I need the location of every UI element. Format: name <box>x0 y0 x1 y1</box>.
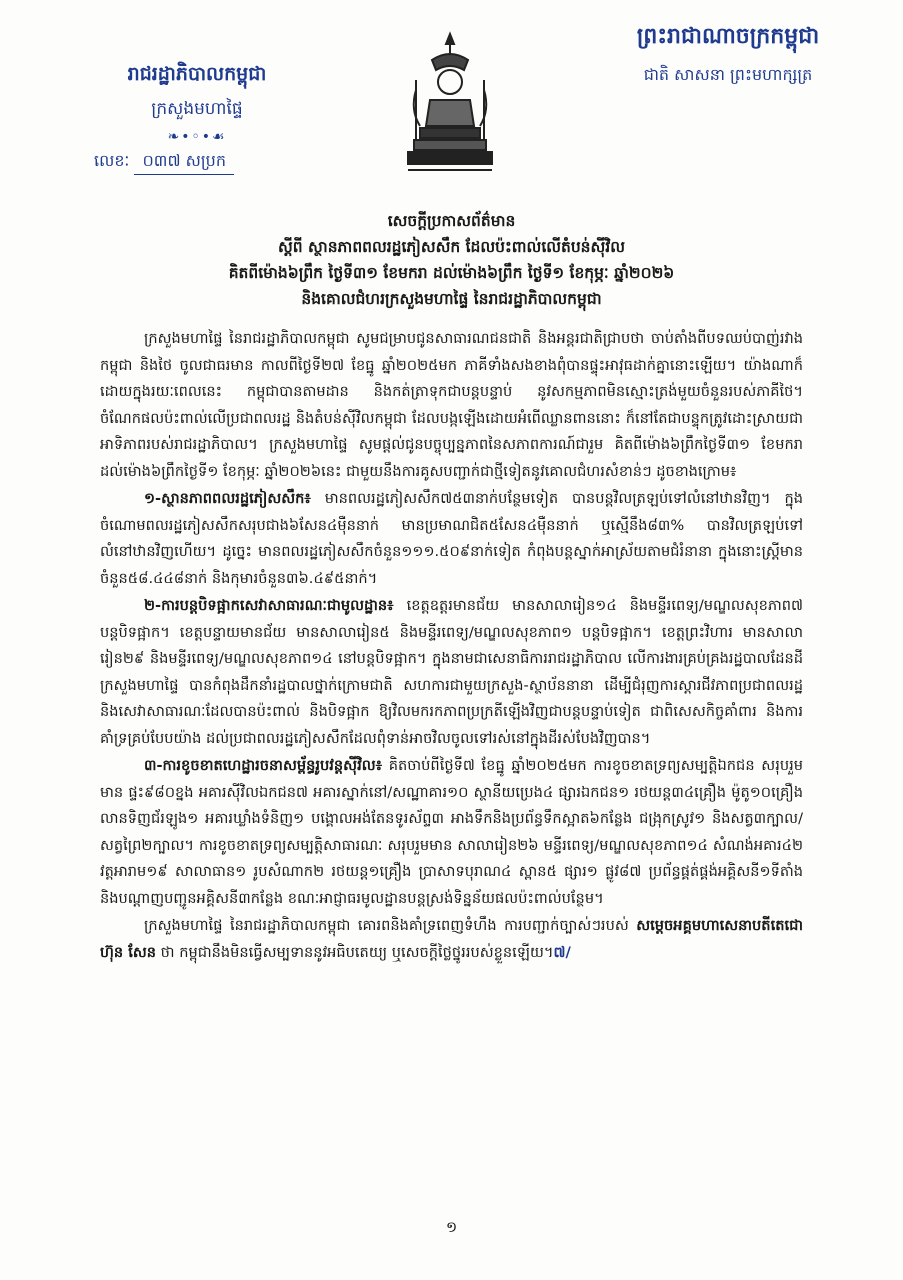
section-text: ខេត្តឧត្តរមានជ័យ មានសាលារៀន១៤ និងមន្ទីរពេទ្យ/មណ្ឌលសុខភាព៧ បន្តបិទផ្អាក។ ខេត្តបន្ទាយមានជ័យ មានសាលារៀន៥ និងមន្ទីរពេទ្យ/មណ្ឌលសុខភាព១ បន្តបិទផ្អាក។ ខេត្តព្រះវិហារ មានសាលារៀន២៩ និងមន្ទីរពេទ្យ/មណ្ឌលសុខភាព១៤ នៅបន្តបិទផ្អាក។ ក្នុងនាមជាសេនាធិការរាជរដ្ឋាភិបាល លើការងារគ្រប់គ្រងរដ្ឋបាលដែនដី ក្រសួងមហាផ្ទៃ បានកំពុងដឹកនាំរដ្ឋបាលថ្នាក់ក្រោមជាតិ សហការជាមួយក្រសួង-ស្ថាប័ននានា ដើម្បីជំរុញការស្តារជីវភាពប្រជាពលរដ្ឋ និងសេវាសាធារណៈដែលបានប៉ះពាល់ និងបិទផ្អាក ឱ្យវិលមករកភាពប្រក្រតីឡើងវិញជាបន្តបន្ទាប់ទៀត ជាពិសេសកិច្ចគាំពារ និងការគាំទ្រគ្រប់បែបយ៉ាង ដល់ប្រជាពលរដ្ឋភៀសសឹកដែលពុំទាន់អាចវិលចូលទៅរស់នៅក្នុងដីរស់បែងវិញបាន។ <box>100 597 803 747</box>
page-number: ១ <box>445 1218 458 1236</box>
reference-number <box>94 150 234 175</box>
refugee-status-paragraph <box>100 486 803 592</box>
infrastructure-damage-paragraph <box>100 753 803 912</box>
title-line: សេចក្ដីប្រកាសព័ត៌មាន <box>387 212 516 230</box>
government-name: រាជរដ្ឋាភិបាលកម្ពុជា <box>127 63 267 85</box>
leader-name: សម្ដេចអគ្គមហាសេនាបតីតេជោ ហ៊ុន សែន <box>100 917 803 961</box>
section-text: មានពលរដ្ឋភៀសសឹក៧៥៣នាក់បន្ថែមទៀត បានបន្តវិលត្រឡប់ទៅលំនៅឋានវិញ។ ក្នុងចំណោមពលរដ្ឋភៀសសឹកសរុបជាង៦សែន៤ម៉ឺននាក់ មានប្រមាណជិត៥សែន៤ម៉ឺននាក់ ឬស្មើនឹង៨៣% បានវិលត្រឡប់ទៅលំនៅឋានវិញហើយ។ ដូច្នេះ មានពលរដ្ឋភៀសសឹកចំនួន១១១.៥០៩នាក់ទៀត កំពុងបន្តស្នាក់អាស្រ័យតាមជំរំនានា ក្នុងនោះស្ត្រីមានចំនួន៥៨.៤៤៨នាក់ និងកុមារចំនួន៣៦.៤៩៥នាក់។ <box>100 490 803 587</box>
continuation-mark: ៧/ <box>553 943 571 961</box>
closing-paragraph <box>100 913 803 966</box>
title-line: និងគោលជំហរក្រសួងមហាផ្ទៃ នៃរាជរដ្ឋាភិបាលកម្ពុជា <box>301 290 602 308</box>
closing-text: ក្រសួងមហាផ្ទៃ នៃរាជរដ្ឋាភិបាលកម្ពុជា គោរពនិងគាំទ្រពេញទំហឹង ការបញ្ជាក់ច្បាស់ៗរបស់ <box>144 917 637 934</box>
document-title <box>100 208 803 312</box>
section-text: គិតចាប់ពីថ្ងៃទី៧ ខែធ្នូ ឆ្នាំ២០២៥មក ការខូចខាតទ្រព្យសម្បត្តិឯកជន សរុបរួមមាន ផ្ទះ៩៨០ខ្នង អគារស៊ីវិលឯកជន៧ អគារស្នាក់នៅ/សណ្ឋាគារ១០ ស្ថានីយប្រេង៤ ផ្សារឯកជន១ រថយន្ត៣៤គ្រឿង ម៉ូតូ១០គ្រឿង លានទិញជ័រឡូង១ អគារឃ្លាំងទំនិញ១ បង្គោលអង់តែនទូរស័ព្ទ៣ អាងទឹកនិងប្រព័ន្ធទឹកស្អាត៦កន្លែង ជង្រុកស្រូវ១ និងសត្វ៣ក្បាល/សត្វព្រៃ២ក្បាល។ ការខូចខាតទ្រព្យសម្បត្តិសាធារណៈ សរុបរួមមាន សាលារៀន២៦ មន្ទីរពេទ្យ/មណ្ឌលសុខភាព១៤ សំណង់អគារ៤២ វត្តអារាម១៩ សាលាធាន១ រូបសំណាក២ រថយន្ត១គ្រឿង ប្រាសាទបុរាណ៤ ស្ពាន៥ ផ្សារ១ ផ្លូវ៨៧ ប្រព័ន្ធផ្គត់ផ្គង់អគ្គិសនី១ទីតាំង និងបណ្ដាញបញ្ជូនអគ្គិសនី៣កន្លែង ខណៈអាជ្ញាធរមូលដ្ឋានបន្តស្រង់ទិន្នន័យផលប៉ះពាល់បន្ថែម។ <box>100 757 803 907</box>
ministry-header <box>92 62 302 145</box>
title-line: គិតពីម៉ោង៦ព្រឹក ថ្ងៃទី៣១ ខែមករា ដល់ម៉ោង៦ព្រឹក ថ្ងៃទី១ ខែកុម្ភៈ ឆ្នាំ២០២៦ <box>228 264 675 282</box>
document-body <box>100 326 803 966</box>
kingdom-name: ព្រះរាជាណាចក្រកម្ពុជា <box>636 24 820 49</box>
title-line: ស្ដីពី ស្ថានភាពពលរដ្ឋភៀសសឹក ដែលប៉ះពាល់លើតំបន់ស៊ីវិល <box>278 238 625 256</box>
ministry-name: ក្រសួងមហាផ្ទៃ <box>151 99 243 119</box>
reference-label: លេខៈ <box>94 151 130 170</box>
public-services-paragraph <box>100 593 803 752</box>
national-motto: ជាតិ សាសនា ព្រះមហាក្សត្រ <box>643 65 813 84</box>
section-heading: ២-ការបន្តបិទផ្អាកសេវាសាធារណៈជាមូលដ្ឋាន៖ <box>144 597 394 614</box>
closing-text-end: ថា កម្ពុជានឹងមិនធ្វើសម្បទាននូវអធិបតេយ្យ ឬសេចក្តីថ្លៃថ្នូររបស់ខ្លួនឡើយ។ <box>156 943 554 961</box>
section-heading: ១-ស្ថានភាពពលរដ្ឋភៀសសឹក៖ <box>144 490 311 507</box>
kingdom-header <box>613 22 843 88</box>
reference-value: ០៣៧ សប្រក <box>134 150 234 175</box>
ornament-divider: ❧•◦•☙ <box>167 129 227 145</box>
royal-emblem-icon <box>402 30 498 180</box>
intro-paragraph: ក្រសួងមហាផ្ទៃ នៃរាជរដ្ឋាភិបាលកម្ពុជា សូមជម្រាបជូនសាធារណជនជាតិ និងអន្តរជាតិជ្រាបថា ចាប់តាំងពីបទឈប់បាញ់រវាងកម្ពុជា និងថៃ ចូលជាធរមាន កាលពីថ្ងៃទី២៧ ខែធ្នូ ឆ្នាំ២០២៥មក ភាគីទាំងសងខាងពុំបានផ្ទុះអាវុធដាក់គ្នានោះឡើយ។ យ៉ាងណាក៏ដោយក្នុងរយៈពេលនេះ កម្ពុជាបានតាមដាន និងកត់ត្រាទុកជាបន្តបន្ទាប់ នូវសកម្មភាពមិនស្មោះត្រង់មួយចំនួនរបស់ភាគីថៃ។ ចំណែកផលប៉ះពាល់លើប្រជាពលរដ្ឋ និងតំបន់ស៊ីវិលកម្ពុជា ដែលបង្កឡើងដោយអំពើឈ្លានពាននោះ ក៏នៅតែជាបន្ទុកត្រូវដោះស្រាយជាអាទិភាពរបស់រាជរដ្ឋាភិបាល។ ក្រសួងមហាផ្ទៃ សូមផ្ដល់ជូនបច្ចុប្បន្នភាពនៃសភាពការណ៍ជារួម គិតពីម៉ោង៦ព្រឹកថ្ងៃទី៣១ ខែមករា ដល់ម៉ោង៦ព្រឹកថ្ងៃទី១ ខែកុម្ភៈ ឆ្នាំ២០២៦នេះ ជាមួយនឹងការគូសបញ្ជាក់ជាថ្មីទៀតនូវគោលជំហរសំខាន់ៗ ដូចខាងក្រោម៖ <box>100 330 803 480</box>
section-heading: ៣-ការខូចខាតហេដ្ឋារចនាសម្ព័ន្ធរូបវន្តស៊ីវិល៖ <box>144 757 383 774</box>
